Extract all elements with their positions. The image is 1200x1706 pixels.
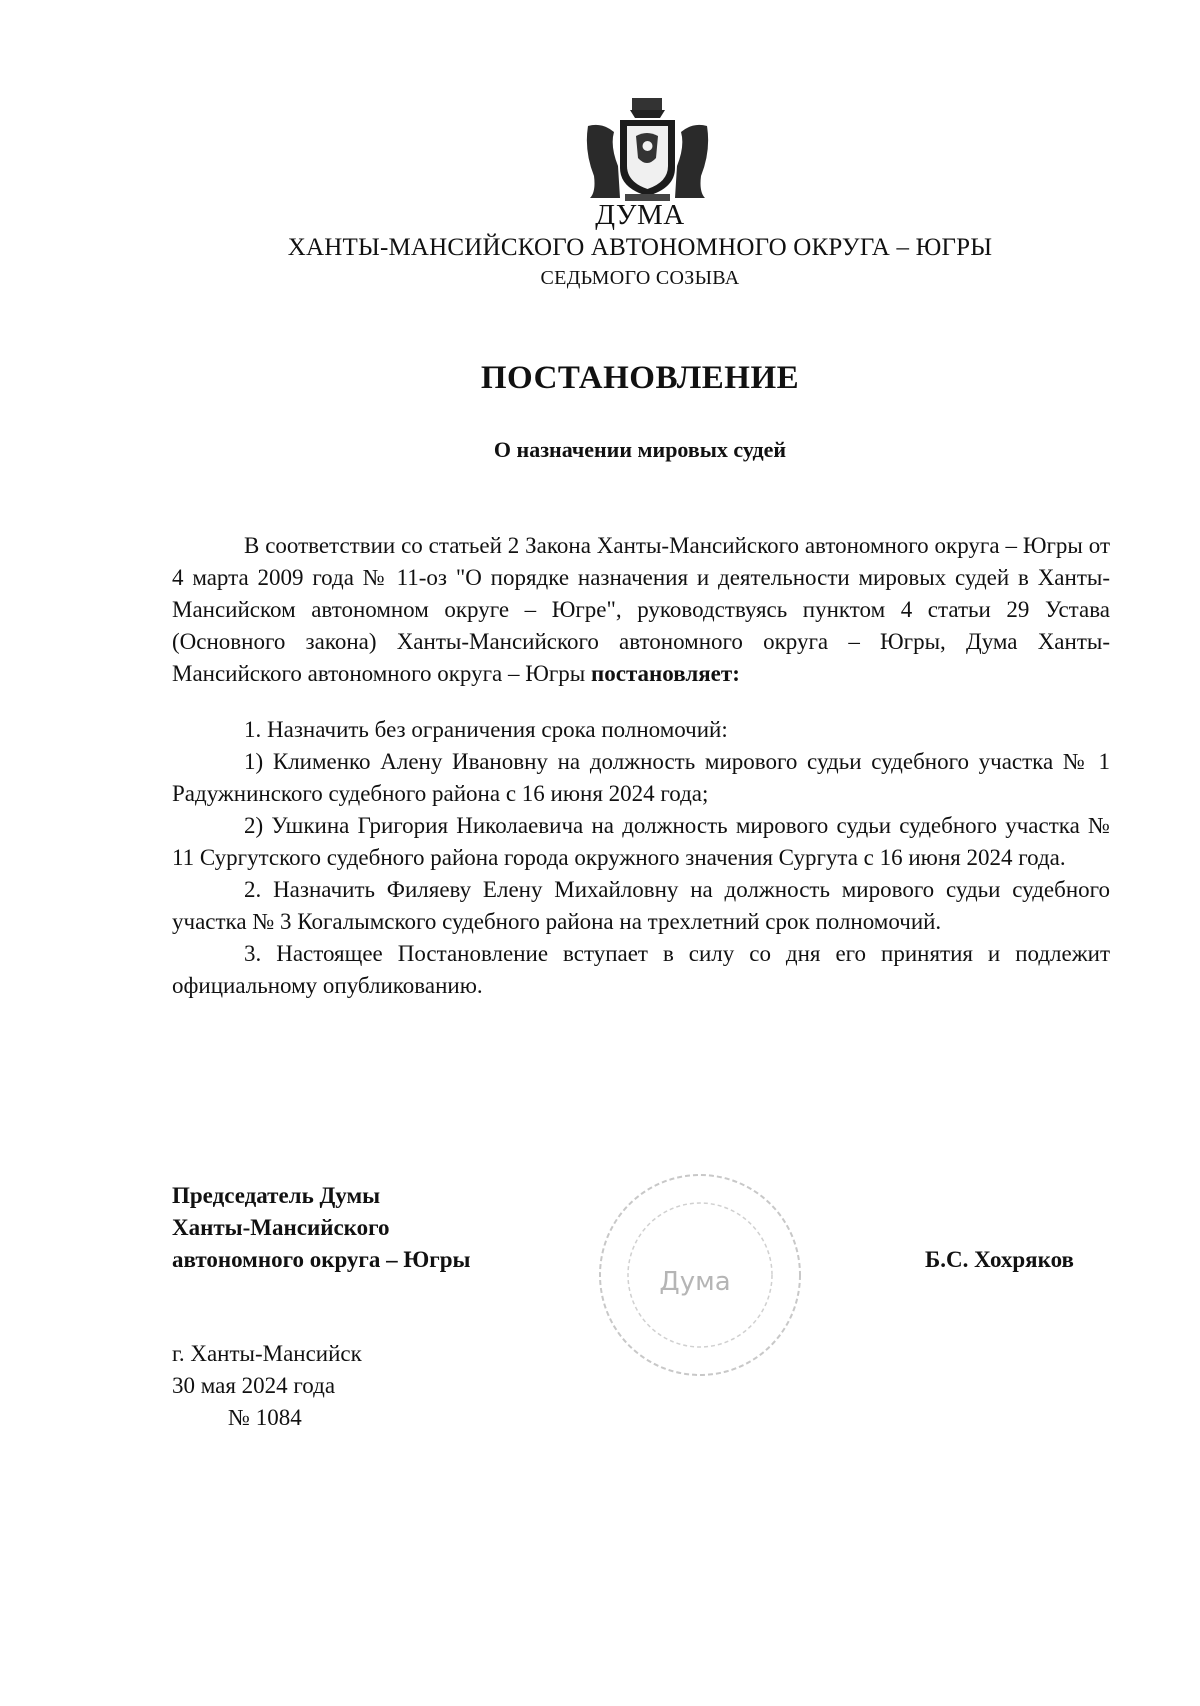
- signer-position-line: Ханты-Мансийского: [172, 1215, 390, 1240]
- list-item: 1) Клименко Алену Ивановну на должность мирового судьи судебного участка № 1 Радужнинского судебного района с 16 июня 2024 года;: [172, 749, 1110, 806]
- preamble-bold: постановляет:: [591, 661, 740, 686]
- document-footer: [172, 1338, 362, 1434]
- preamble-text: В соответствии со статьей 2 Закона Ханты-Мансийского автономного округа – Югры от 4 марта 2009 года № 11-оз "О порядке назначения и деятельности мировых судей в Ханты-Мансийском автономном округе – Югре", руководствуясь пунктом 4 статьи 29 Устава (Основного закона) Ханты-Мансийского автономного округа – Югры, Дума Ханты-Мансийского автономного округа – Югры: [172, 533, 1110, 686]
- document-subject: О назначении мировых судей: [493, 437, 787, 462]
- document-number: № 1084: [228, 1405, 302, 1430]
- list-item: 1. Назначить без ограничения срока полномочий:: [244, 717, 728, 742]
- signer-position-line: автономного округа – Югры: [172, 1247, 471, 1272]
- signer-name: Б.С. Хохряков: [925, 1247, 1074, 1272]
- date: 30 мая 2024 года: [172, 1373, 336, 1398]
- org-title: ДУМА: [595, 199, 685, 231]
- coat-of-arms-icon: [580, 96, 715, 204]
- place: г. Ханты-Мансийск: [172, 1341, 362, 1366]
- document-type: ПОСТАНОВЛЕНИЕ: [480, 360, 800, 396]
- preamble-paragraph: [172, 530, 1110, 690]
- organization-header: [0, 198, 1200, 292]
- list-item: 3. Настоящее Постановление вступает в силу со дня его принятия и подлежит официальному опубликованию.: [172, 941, 1110, 998]
- document-body: [172, 530, 1110, 1002]
- list-item: 2) Ушкина Григория Николаевича на должность мирового судьи судебного участка № 11 Сургутского судебного района города окружного значения Сургута с 16 июня 2024 года.: [172, 813, 1110, 870]
- list-item: 2. Назначить Филяеву Елену Михайловну на должность мирового судьи судебного участка № 3 Когалымского судебного района на трехлетний срок полномочий.: [172, 877, 1110, 934]
- signer-position: [172, 1180, 470, 1276]
- signer-position-line: Председатель Думы: [172, 1183, 381, 1208]
- org-convocation: СЕДЬМОГО СОЗЫВА: [540, 267, 740, 289]
- stamp-text: Дума: [659, 1267, 731, 1297]
- org-name: ХАНТЫ-МАНСИЙСКОГО АВТОНОМНОГО ОКРУГА – ЮГРЫ: [287, 234, 993, 261]
- official-stamp-icon: [595, 1170, 805, 1380]
